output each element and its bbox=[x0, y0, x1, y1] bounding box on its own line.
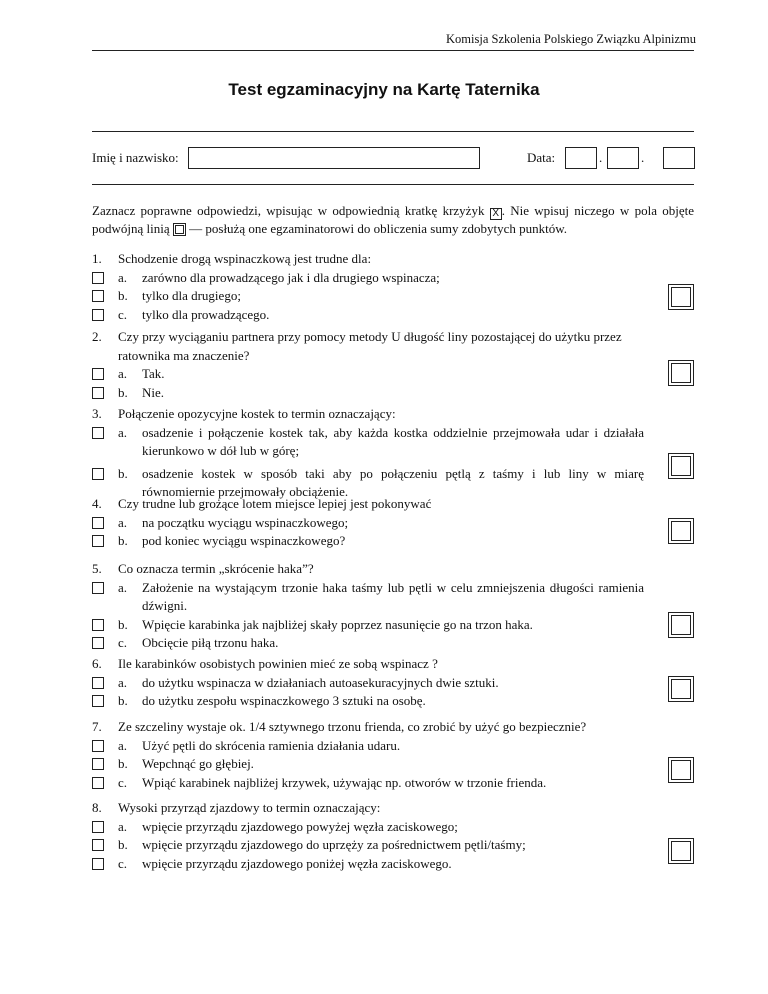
answer-letter: b. bbox=[118, 533, 128, 548]
date-separator: . bbox=[641, 150, 645, 165]
instructions-text-3: — posłużą one egzaminatorowi do obliczenia sumy zdobytych punktów. bbox=[189, 221, 568, 236]
date-day-field[interactable] bbox=[565, 147, 597, 169]
answer-letter: a. bbox=[118, 514, 128, 530]
answer-text: osadzenie kostek w sposób taki aby po połączeniu pętlą z taśmy i lub liny w miarę równomiernie przejmowały obciążenie. bbox=[142, 465, 644, 499]
answer-option bbox=[92, 514, 694, 533]
answer-checkbox[interactable] bbox=[92, 758, 104, 770]
question-text: Czy przy wyciąganiu partnera przy pomocy metody U długość liny pozostającej do użytku przez ratownika ma znaczenie? bbox=[118, 329, 622, 363]
question-text: Ile karabinków osobistych powinien mieć ze sobą wspinacz ? bbox=[118, 656, 438, 671]
score-box bbox=[668, 518, 694, 544]
answer-option bbox=[92, 616, 694, 635]
answer-checkbox[interactable] bbox=[92, 272, 104, 284]
answer-checkbox[interactable] bbox=[92, 582, 104, 594]
page-title: Test egzaminacyjny na Kartę Taternika bbox=[228, 80, 540, 99]
answer-letter: a. bbox=[118, 579, 128, 595]
answer-text: osadzenie i połączenie kostek tak, aby każda kostka oddzielnie przejmowała udar i działała kierunkowo w dół lub w górę; bbox=[142, 424, 644, 458]
answer-option bbox=[92, 269, 694, 288]
question-row bbox=[92, 250, 694, 269]
answer-checkbox[interactable] bbox=[92, 309, 104, 321]
question-text: Schodzenie drogą wspinaczkową jest trudne dla: bbox=[118, 251, 372, 266]
question-number: 7. bbox=[92, 719, 102, 734]
answer-checkbox[interactable] bbox=[92, 677, 104, 689]
question-6 bbox=[92, 655, 694, 711]
answer-letter: a. bbox=[118, 674, 128, 690]
answer-text: na początku wyciągu wspinaczkowego; bbox=[142, 514, 349, 530]
answer-checkbox[interactable] bbox=[92, 290, 104, 302]
answer-text: do użytku wspinacza w działaniach autoasekuracyjnych dwie sztuki. bbox=[142, 674, 499, 690]
answer-checkbox[interactable] bbox=[92, 777, 104, 789]
answer-letter: a. bbox=[118, 737, 128, 753]
instructions-text-1: Zaznacz poprawne odpowiedzi, wpisując w odpowiednią kratkę krzyżyk bbox=[92, 203, 485, 218]
answer-letter: c. bbox=[118, 774, 128, 790]
answer-text: tylko dla drugiego; bbox=[142, 288, 241, 303]
answer-text: wpięcie przyrządu zjazdowego do uprzęży za pośrednictwem pętli/taśmy; bbox=[142, 837, 526, 852]
question-5 bbox=[92, 560, 694, 653]
question-row bbox=[92, 495, 694, 514]
instructions bbox=[92, 202, 694, 238]
question-text: Wysoki przyrząd zjazdowy to termin oznaczający: bbox=[118, 800, 381, 815]
answer-letter: b. bbox=[118, 837, 128, 852]
score-box bbox=[668, 676, 694, 702]
question-row bbox=[92, 328, 694, 365]
question-text: Co oznacza termin „skrócenie haka”? bbox=[118, 561, 314, 576]
answer-checkbox[interactable] bbox=[92, 637, 104, 649]
answer-checkbox[interactable] bbox=[92, 468, 104, 480]
score-box bbox=[668, 757, 694, 783]
question-3 bbox=[92, 405, 694, 502]
answer-option bbox=[92, 737, 694, 756]
answer-text: Obcięcie piłą trzonu haka. bbox=[142, 635, 279, 650]
answer-text: Wepchnąć go głębiej. bbox=[142, 756, 254, 771]
answer-letter: b. bbox=[118, 384, 128, 400]
answer-checkbox[interactable] bbox=[92, 858, 104, 870]
date-year-field[interactable] bbox=[663, 147, 695, 169]
form-top-rule bbox=[92, 131, 694, 132]
answer-text: tylko dla prowadzącego. bbox=[142, 306, 270, 322]
answer-checkbox[interactable] bbox=[92, 427, 104, 439]
answer-option bbox=[92, 855, 694, 874]
answer-checkbox[interactable] bbox=[92, 535, 104, 547]
date-month-field[interactable] bbox=[607, 147, 639, 169]
form-bottom-rule bbox=[92, 184, 694, 185]
answer-text: Wpiąć karabinek najbliżej krzywek, używając np. otworów w trzonie frienda. bbox=[142, 774, 547, 790]
organization-header: Komisja Szkolenia Polskiego Związku Alpinizmu bbox=[446, 32, 696, 46]
answer-option bbox=[92, 579, 694, 616]
question-8 bbox=[92, 799, 694, 873]
answer-letter: a. bbox=[118, 366, 128, 381]
question-text: Czy trudne lub grożące lotem miejsce lepiej jest pokonywać bbox=[118, 496, 432, 511]
question-text: Połączenie opozycyjne kostek to termin oznaczający: bbox=[118, 406, 396, 421]
answer-checkbox[interactable] bbox=[92, 839, 104, 851]
answer-option bbox=[92, 634, 694, 653]
date-label: Data: bbox=[527, 150, 556, 165]
answer-option bbox=[92, 365, 694, 384]
checked-box-example: X bbox=[490, 208, 502, 220]
answer-text: Użyć pętli do skrócenia ramienia działania udaru. bbox=[142, 737, 401, 753]
question-number: 2. bbox=[92, 329, 102, 344]
question-2 bbox=[92, 328, 694, 402]
answer-option bbox=[92, 692, 694, 711]
answer-option bbox=[92, 836, 694, 855]
answer-option bbox=[92, 755, 694, 774]
answer-letter: c. bbox=[118, 306, 128, 322]
answer-checkbox[interactable] bbox=[92, 740, 104, 752]
answer-text: do użytku zespołu wspinaczkowego 3 sztuki na osobę. bbox=[142, 693, 426, 708]
name-label: Imię i nazwisko: bbox=[92, 150, 179, 165]
question-1 bbox=[92, 250, 694, 324]
answer-letter: a. bbox=[118, 269, 128, 285]
question-number: 4. bbox=[92, 496, 102, 511]
answer-option bbox=[92, 384, 694, 403]
answer-text: zarówno dla prowadzącego jak i dla drugiego wspinacza; bbox=[142, 269, 440, 285]
answer-text: Nie. bbox=[142, 384, 165, 400]
answer-letter: c. bbox=[118, 855, 128, 871]
question-row bbox=[92, 405, 694, 424]
question-row bbox=[92, 560, 694, 579]
answer-option bbox=[92, 532, 694, 551]
question-number: 5. bbox=[92, 561, 102, 576]
question-number: 6. bbox=[92, 656, 102, 671]
answer-letter: a. bbox=[118, 424, 128, 440]
question-row bbox=[92, 655, 694, 674]
answer-option bbox=[92, 774, 694, 793]
question-row bbox=[92, 718, 694, 737]
answer-letter: b. bbox=[118, 693, 128, 708]
answer-text: wpięcie przyrządu zjazdowego poniżej węzła zaciskowego. bbox=[142, 855, 452, 871]
question-row bbox=[92, 799, 694, 818]
answer-letter: b. bbox=[118, 465, 128, 481]
answer-text: wpięcie przyrządu zjazdowego powyżej węzła zaciskowego; bbox=[142, 818, 458, 834]
score-box bbox=[668, 284, 694, 310]
answer-option bbox=[92, 306, 694, 325]
answer-option bbox=[92, 424, 694, 461]
question-4 bbox=[92, 495, 694, 551]
answer-text: Tak. bbox=[142, 366, 165, 381]
answer-checkbox[interactable] bbox=[92, 821, 104, 833]
answer-checkbox[interactable] bbox=[92, 368, 104, 380]
question-7 bbox=[92, 718, 694, 792]
answer-option bbox=[92, 818, 694, 837]
question-number: 1. bbox=[92, 251, 102, 266]
answer-text: pod koniec wyciągu wspinaczkowego? bbox=[142, 533, 346, 548]
answer-checkbox[interactable] bbox=[92, 517, 104, 529]
answer-text: Wpięcie karabinka jak najbliżej skały poprzez nasunięcie go na trzon haka. bbox=[142, 616, 533, 632]
score-box bbox=[668, 838, 694, 864]
answer-option bbox=[92, 674, 694, 693]
answer-letter: a. bbox=[118, 818, 128, 834]
answer-checkbox[interactable] bbox=[92, 619, 104, 631]
score-box bbox=[668, 612, 694, 638]
answer-option bbox=[92, 287, 694, 306]
answer-checkbox[interactable] bbox=[92, 695, 104, 707]
question-number: 3. bbox=[92, 406, 102, 421]
answer-letter: c. bbox=[118, 635, 128, 650]
question-text: Ze szczeliny wystaje ok. 1/4 sztywnego trzonu frienda, co zrobić by użyć go bezpiecznie? bbox=[118, 719, 587, 734]
answer-letter: b. bbox=[118, 756, 128, 771]
answer-checkbox[interactable] bbox=[92, 387, 104, 399]
question-number: 8. bbox=[92, 800, 102, 815]
answer-letter: b. bbox=[118, 288, 128, 303]
instructions-text-2: . Nie wpisuj niczego w pola objęte podwójną linią bbox=[92, 203, 695, 236]
date-separator: . bbox=[599, 150, 603, 165]
name-field[interactable] bbox=[188, 147, 480, 169]
score-box bbox=[668, 453, 694, 479]
header-rule bbox=[92, 50, 694, 51]
answer-text: Założenie na wystającym trzonie haka taśmy lub pętli w celu zmniejszenia długości ramienia dźwigni. bbox=[142, 579, 644, 613]
double-box-example bbox=[173, 223, 186, 236]
answer-letter: b. bbox=[118, 616, 128, 632]
score-box bbox=[668, 360, 694, 386]
